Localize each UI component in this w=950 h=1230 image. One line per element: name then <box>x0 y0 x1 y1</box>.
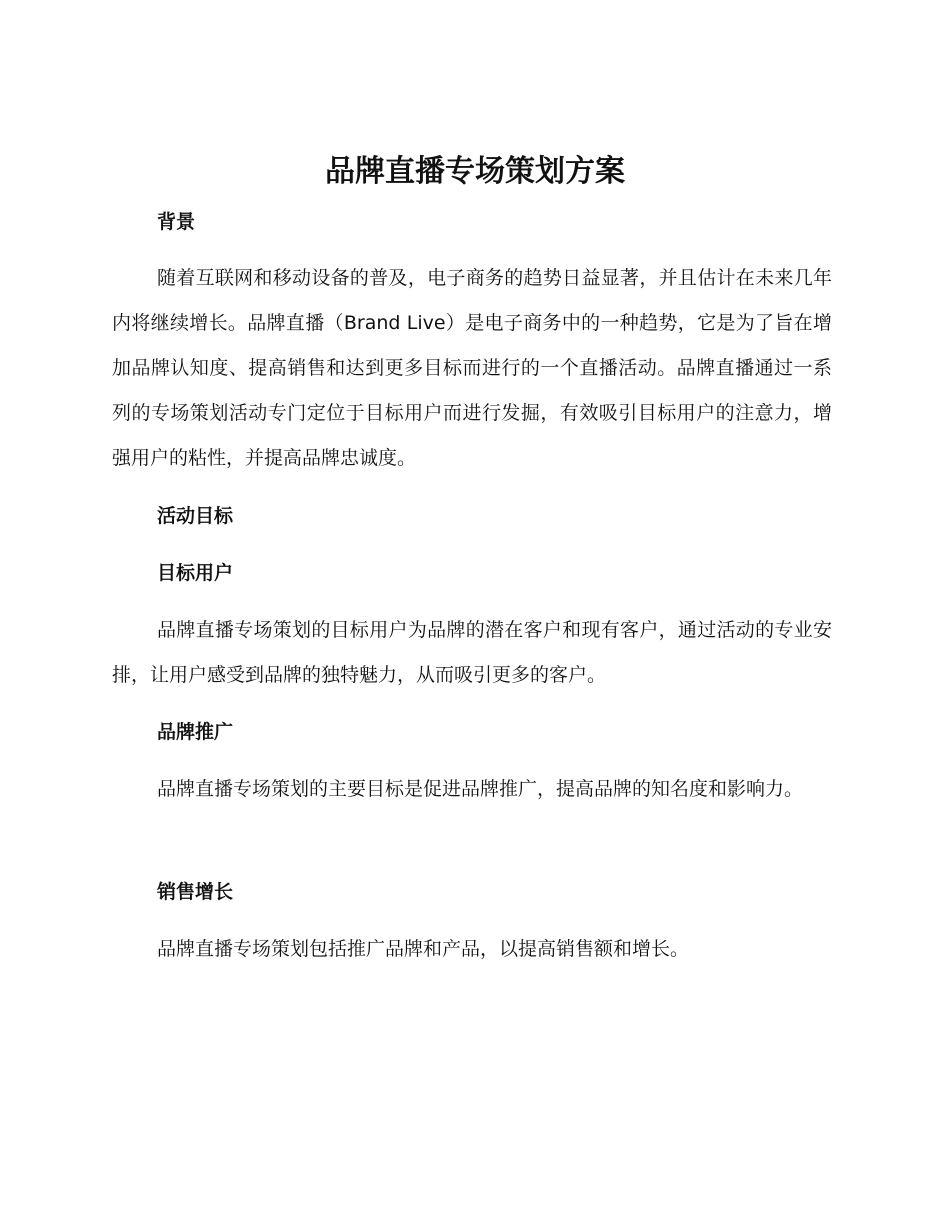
section-heading-target-users: 目标用户 <box>157 562 234 584</box>
section-paragraph-sales-growth: 品牌直播专场策划包括推广品牌和产品，以提高销售额和增长。 <box>157 938 690 960</box>
section-paragraph-target-users: 品牌直播专场策划的目标用户为品牌的潜在客户和现有客户，通过活动的专业安排，让用户感受到品牌的独特魅力，从而吸引更多的客户。 <box>112 619 832 686</box>
section-heading-activity-goals: 活动目标 <box>157 505 234 527</box>
section-heading-brand-promotion: 品牌推广 <box>157 721 234 743</box>
section-paragraph-brand-promotion: 品牌直播专场策划的主要目标是促进品牌推广，提高品牌的知名度和影响力。 <box>157 778 804 800</box>
section-heading-background: 背景 <box>157 211 196 233</box>
document-title: 品牌直播专场策划方案 <box>325 154 625 189</box>
section-paragraph-background: 随着互联网和移动设备的普及，电子商务的趋势日益显著，并且估计在未来几年内将继续增长。品牌直播（Brand Live）是电子商务中的一种趋势，它是为了旨在增加品牌认知度、提高销售和达到更多目标而进行的一个直播活动。品牌直播通过一系列的专场策划活动专门定位于目标用户而进行发掘，有效吸引目标用户的注意力，增强用户的粘性，并提高品牌忠诚度。 <box>112 267 832 469</box>
section-heading-sales-growth: 销售增长 <box>157 881 234 903</box>
